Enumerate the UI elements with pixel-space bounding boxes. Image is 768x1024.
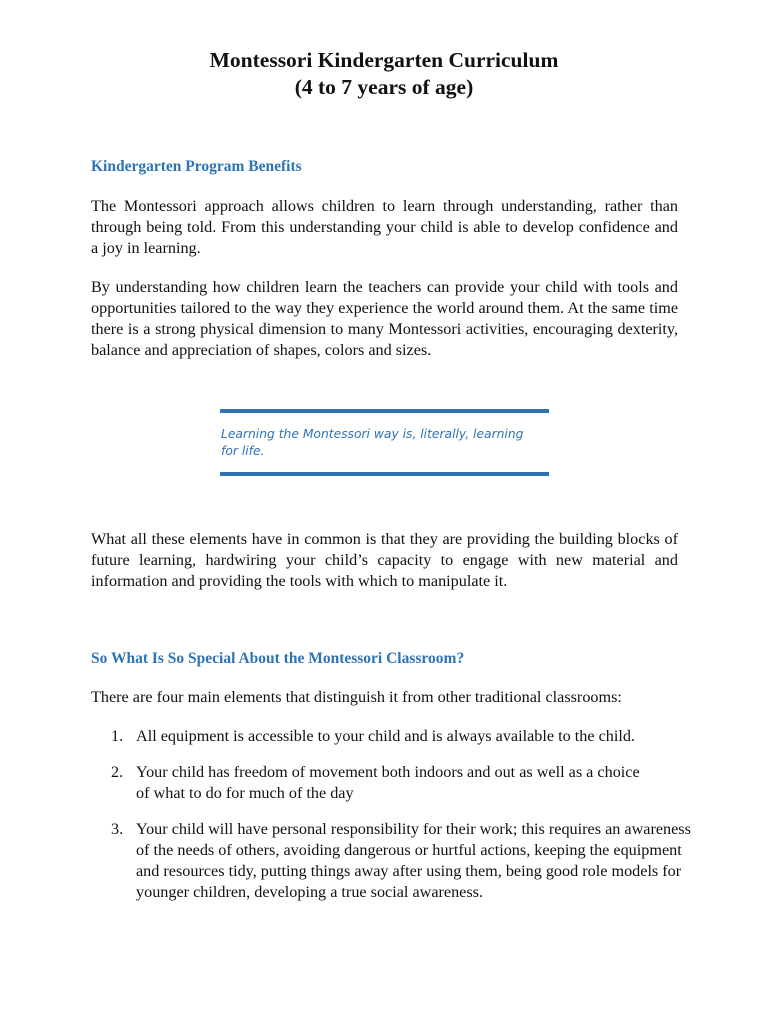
list-item bbox=[91, 726, 691, 747]
paragraph-approach: The Montessori approach allows children to learn through understanding, rather than through being told. From this understanding your child is able to develop confidence and a joy in learning. bbox=[91, 197, 678, 257]
list-item-number: 3. bbox=[111, 820, 124, 838]
list-item-text: Your child will have personal responsibility for their work; this requires an awareness of the needs of others, avoiding dangerous or hurtful actions, keeping the equipment and resources tidy, putting things away after using them, being good role models for younger children, developing a true social awareness. bbox=[136, 820, 691, 901]
paragraph-four-elements-intro: There are four main elements that distinguish it from other traditional classrooms: bbox=[91, 688, 622, 706]
paragraph-teachers: By understanding how children learn the teachers can provide your child with tools and opportunities tailored to the way they experience the world around them. At the same time there is a strong physical dimension to many Montessori activities, encouraging dexterity, balance and appreciation of shapes, colors and sizes. bbox=[91, 278, 678, 359]
pull-quote-text: Learning the Montessori way is, literally, learning for life. bbox=[221, 427, 524, 458]
list-item bbox=[91, 819, 691, 903]
pull-quote bbox=[220, 409, 549, 476]
title-line-1: Montessori Kindergarten Curriculum bbox=[209, 48, 559, 72]
list-item bbox=[91, 762, 641, 804]
list-item-text: Your child has freedom of movement both indoors and out as well as a choice of what to do for much of the day bbox=[136, 763, 640, 802]
pull-quote-bottom-rule bbox=[220, 472, 549, 476]
list-item-number: 2. bbox=[111, 763, 124, 781]
section-heading-benefits: Kindergarten Program Benefits bbox=[91, 158, 302, 175]
elements-list bbox=[91, 726, 691, 918]
paragraph-building-blocks: What all these elements have in common is that they are providing the building blocks of future learning, hardwiring your child’s capacity to engage with new material and information and providing the tools with which to manipulate it. bbox=[91, 530, 678, 590]
list-item-text: All equipment is accessible to your child and is always available to the child. bbox=[136, 727, 635, 745]
list-item-number: 1. bbox=[111, 727, 124, 745]
page-title bbox=[0, 47, 768, 101]
title-line-2: (4 to 7 years of age) bbox=[294, 75, 474, 99]
pull-quote-top-rule bbox=[220, 409, 549, 413]
section-heading-classroom: So What Is So Special About the Montessori Classroom? bbox=[91, 650, 465, 667]
